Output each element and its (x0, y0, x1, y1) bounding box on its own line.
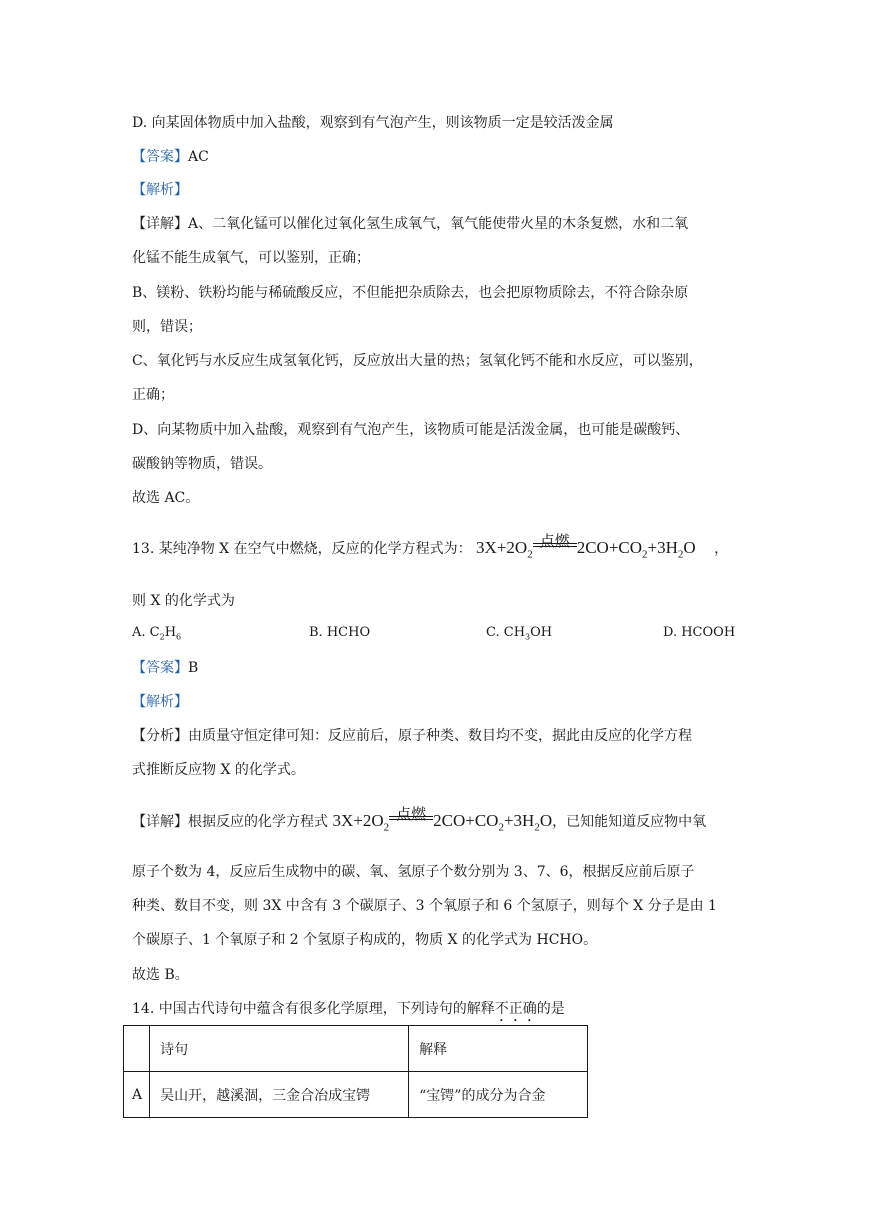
stem-emphasis: 不正确 (494, 1001, 537, 1017)
q12-detail-line1 (132, 214, 688, 234)
q12-answer (132, 147, 209, 167)
eq-sub: 2 (383, 821, 390, 834)
opt-sub: 6 (176, 632, 182, 642)
opt-sub: 2 (159, 632, 165, 642)
eq-sub: 2 (534, 821, 540, 834)
q12-option-d: D. 向某固体物质中加入盐酸，观察到有气泡产生，则该物质一定是较活泼金属 (132, 115, 614, 131)
q12-detail-line8: 碳酸钠等物质，错误。 (132, 456, 272, 472)
q13-stem (132, 532, 729, 564)
q12-detail-line2: 化锰不能生成氧气，可以鉴别，正确； (132, 250, 370, 266)
stem-suffix: 的是 (536, 1001, 565, 1017)
answer-label: 【答案】 (132, 660, 188, 676)
condition-text: 点燃 (396, 805, 427, 823)
chemical-equation (476, 532, 696, 564)
stem-prefix: 14. 中国古代诗句中蕴含有很多化学原理，下列诗句的解释 (132, 1001, 495, 1017)
answer-value: B (188, 660, 199, 676)
detail-head: 【详解】 (132, 814, 188, 830)
answer-value: AC (188, 149, 209, 165)
eq-right-b: +3H (647, 538, 678, 557)
table-row (124, 1072, 588, 1118)
q13-detail-line4: 个碳原子、1 个氧原子和 2 个氢原子构成的，物质 X 的化学式为 HCHO。 (132, 932, 598, 948)
detail-label: 【详解】 (132, 216, 188, 232)
q13-analysis-line1 (132, 726, 692, 746)
table-cell: 吴山开，越溪涸，三金合冶成宝锷 (150, 1072, 409, 1118)
table-header-cell: 解释 (409, 1026, 588, 1072)
opt-text: C. CH (486, 625, 526, 640)
q13-analysis-line2: 式推断反应物 X 的化学式。 (132, 762, 305, 778)
q13-option-c (486, 625, 552, 642)
analysis-text: 由质量守恒定律可知：反应前后，原子种类、数目均不变，据此由反应的化学方程 (188, 728, 692, 744)
chemical-equation (332, 805, 553, 837)
eq-left: 3X+2O (476, 538, 528, 557)
q13-conclusion: 故选 B。 (132, 967, 189, 983)
q12-conclusion: 故选 AC。 (132, 490, 200, 506)
q12-detail-line7: D、向某物质中加入盐酸，观察到有气泡产生，该物质可能是活泼金属，也可能是碳酸钙、 (132, 422, 690, 438)
table-header-row (124, 1026, 588, 1072)
eq-right-c: O (539, 811, 553, 830)
q12-analysis-label: 【解析】 (132, 182, 188, 198)
eq-sub: 2 (498, 821, 504, 834)
opt-sub: 3 (525, 632, 531, 642)
table-header-cell (124, 1026, 150, 1072)
q13-detail-line1 (132, 805, 707, 837)
q14-stem (132, 999, 565, 1025)
table-cell: “宝锷”的成分为合金 (409, 1072, 588, 1118)
q12-detail-line3: B、镁粉、铁粉均能与稀硫酸反应，不但能把杂质除去，也会把原物质除去，不符合除杂原 (132, 285, 689, 301)
analysis-head: 【分析】 (132, 728, 188, 744)
equals-sign (389, 816, 433, 820)
detail-suffix: ，已知能知道反应物中氧 (552, 814, 707, 830)
table-header-cell: 诗句 (150, 1026, 409, 1072)
condition-text: 点燃 (539, 532, 570, 550)
poem-table (123, 1025, 588, 1118)
q12-detail-line5: C、氧化钙与水反应生成氢氧化钙，反应放出大量的热；氢氧化钙不能和水反应，可以鉴别， (132, 353, 703, 369)
eq-sub: 2 (677, 548, 684, 561)
q13-detail-line3: 种类、数目不变，则 3X 中含有 3 个碳原子、3 个氧原子和 6 个氢原子，则每个 X 分子是由 1 (132, 898, 717, 914)
table-cell: A (124, 1072, 150, 1118)
detail-prefix: 根据反应的化学方程式 (188, 814, 328, 830)
eq-sub: 2 (642, 548, 648, 561)
opt-text: A. C (132, 625, 160, 640)
equals-sign (533, 543, 577, 547)
q13-detail-line2: 原子个数为 4，反应后生成物中的碳、氧、氢原子个数分别为 3、7、6，根据反应前后原子 (132, 864, 695, 880)
detail-text: A、二氧化锰可以催化过氧化氢生成氧气，氧气能使带火星的木条复燃，水和二氧 (188, 216, 689, 232)
answer-label: 【答案】 (132, 149, 188, 165)
eq-right-b: +3H (503, 811, 535, 830)
eq-right-c: O (683, 538, 696, 557)
eq-sub: 2 (527, 548, 533, 561)
opt-text: OH (530, 625, 553, 640)
q13-answer (132, 658, 198, 678)
q13-stem-suffix: ， (714, 541, 729, 557)
q12-detail-line6: 正确； (132, 387, 174, 403)
opt-text: H (164, 625, 177, 640)
eq-right-a: 2CO+CO (576, 538, 643, 557)
eq-right-a: 2CO+CO (433, 811, 499, 830)
q13-stem-prefix: 13. 某纯净物 X 在空气中燃烧，反应的化学方程式为： (132, 541, 472, 557)
q13-option-d: D. HCOOH (663, 625, 736, 640)
q13-analysis-label: 【解析】 (132, 694, 188, 710)
q13-option-a (132, 625, 181, 642)
eq-left: 3X+2O (332, 811, 384, 830)
q12-detail-line4: 则，错误； (132, 319, 202, 335)
q13-stem-line2: 则 X 的化学式为 (132, 593, 235, 609)
q13-option-b: B. HCHO (309, 625, 371, 640)
